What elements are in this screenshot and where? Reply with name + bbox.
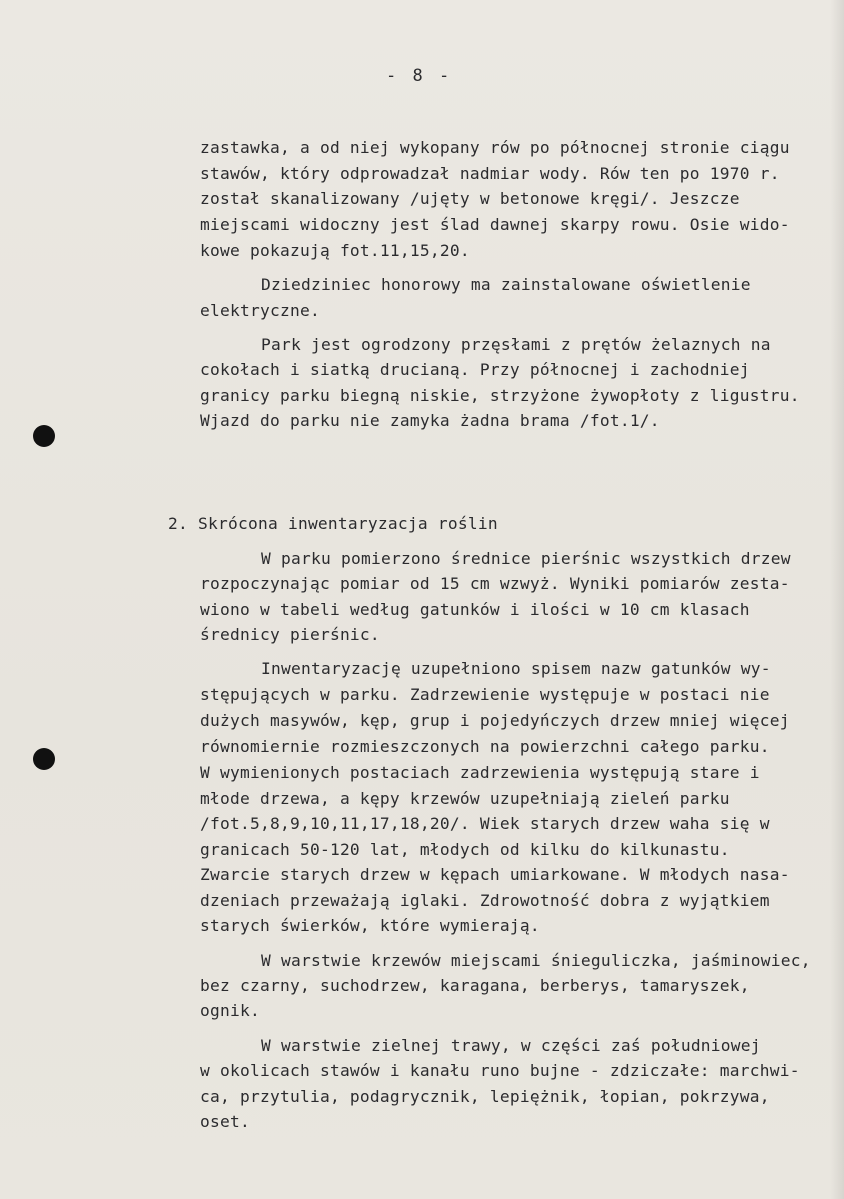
text-line: oset. bbox=[200, 1112, 250, 1131]
text-line: /fot.5,8,9,10,11,17,18,20/. Wiek starych drzew waha się w bbox=[200, 814, 770, 833]
text-line: elektryczne. bbox=[200, 301, 320, 320]
text-line: Zwarcie starych drzew w kępach umiarkowane. W młodych nasa- bbox=[200, 865, 790, 884]
text-line: dzeniach przeważają iglaki. Zdrowotność dobra z wyjątkiem bbox=[200, 891, 770, 910]
text-line: W warstwie krzewów miejscami śnieguliczka, jaśminowiec, bbox=[261, 951, 811, 970]
text-line: średnicy pierśnic. bbox=[200, 625, 380, 644]
text-line: cokołach i siatką drucianą. Przy północnej i zachodniej bbox=[200, 360, 750, 379]
text-line: Park jest ogrodzony przęsłami z prętów żelaznych na bbox=[261, 335, 771, 354]
text-line: Dziedziniec honorowy ma zainstalowane oświetlenie bbox=[261, 275, 751, 294]
text-line: starych świerków, które wymierają. bbox=[200, 916, 540, 935]
text-line: stępujących w parku. Zadrzewienie występuje w postaci nie bbox=[200, 685, 770, 704]
text-line: miejscami widoczny jest ślad dawnej skarpy rowu. Osie wido- bbox=[200, 215, 790, 234]
text-line: kowe pokazują fot.11,15,20. bbox=[200, 241, 470, 260]
text-line: Inwentaryzację uzupełniono spisem nazw gatunków wy- bbox=[261, 659, 771, 678]
text-line: granicach 50-120 lat, młodych od kilku do kilkunastu. bbox=[200, 840, 730, 859]
text-line: równomiernie rozmieszczonych na powierzchni całego parku. bbox=[200, 737, 770, 756]
section-heading: 2. Skrócona inwentaryzacja roślin bbox=[168, 514, 498, 533]
page-number: - 8 - bbox=[386, 66, 453, 86]
text-line: W warstwie zielnej trawy, w części zaś południowej bbox=[261, 1036, 761, 1055]
text-line: ognik. bbox=[200, 1001, 260, 1020]
text-line: bez czarny, suchodrzew, karagana, berberys, tamaryszek, bbox=[200, 976, 750, 995]
text-line: ca, przytulia, podagrycznik, lepiężnik, łopian, pokrzywa, bbox=[200, 1087, 770, 1106]
text-line: został skanalizowany /ujęty w betonowe kręgi/. Jeszcze bbox=[200, 189, 740, 208]
page-edge-shadow bbox=[830, 0, 844, 1199]
text-line: dużych masywów, kęp, grup i pojedyńczych drzew mniej więcej bbox=[200, 711, 790, 730]
text-line: w okolicach stawów i kanału runo bujne - zdziczałe: marchwi- bbox=[200, 1061, 800, 1080]
text-line: W parku pomierzono średnice pierśnic wszystkich drzew bbox=[261, 549, 791, 568]
punch-hole-icon bbox=[33, 748, 55, 770]
text-line: zastawka, a od niej wykopany rów po północnej stronie ciągu bbox=[200, 138, 790, 157]
text-line: granicy parku biegną niskie, strzyżone żywopłoty z ligustru. bbox=[200, 386, 800, 405]
text-line: młode drzewa, a kępy krzewów uzupełniają zieleń parku bbox=[200, 789, 730, 808]
text-line: rozpoczynając pomiar od 15 cm wzwyż. Wyniki pomiarów zesta- bbox=[200, 574, 790, 593]
text-line: wiono w tabeli według gatunków i ilości w 10 cm klasach bbox=[200, 600, 750, 619]
punch-hole-icon bbox=[33, 425, 55, 447]
text-line: Wjazd do parku nie zamyka żadna brama /fot.1/. bbox=[200, 411, 660, 430]
text-line: stawów, który odprowadzał nadmiar wody. Rów ten po 1970 r. bbox=[200, 164, 780, 183]
text-line: W wymienionych postaciach zadrzewienia występują stare i bbox=[200, 763, 760, 782]
